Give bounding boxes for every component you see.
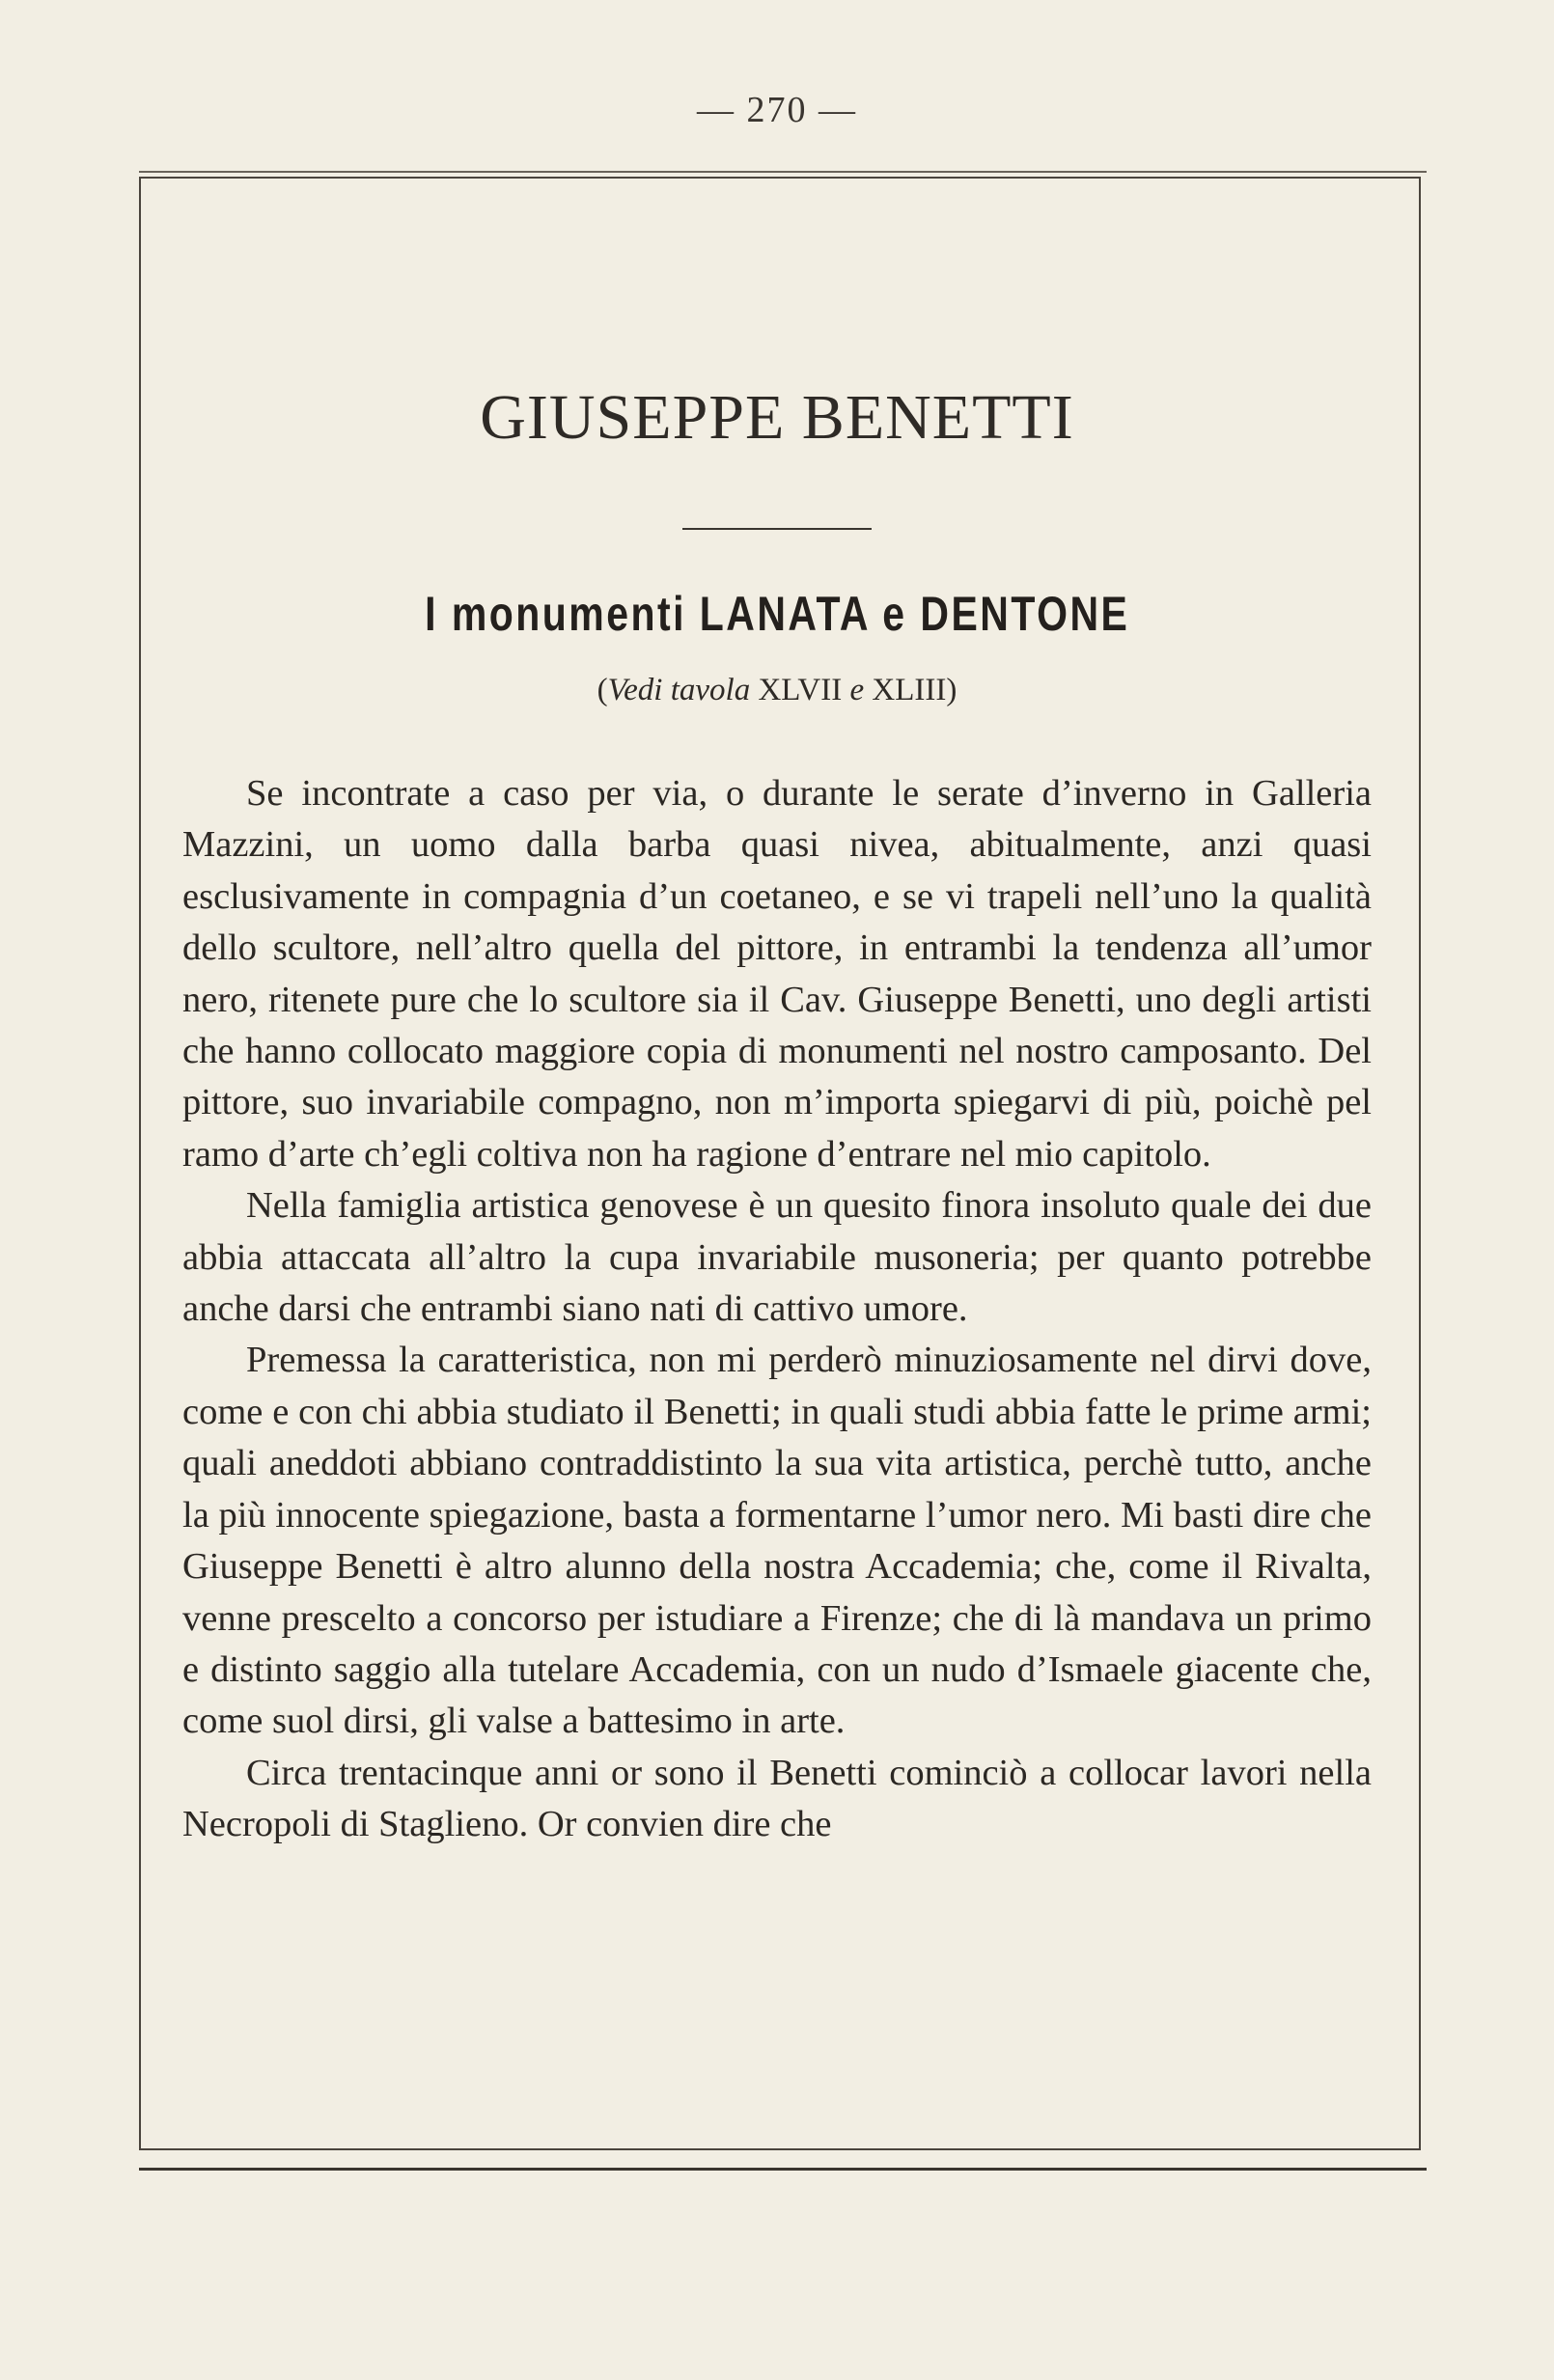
plate-reference-italic: Vedi tavola — [607, 673, 751, 707]
plate-reference-end: XLIII) — [864, 673, 957, 707]
paragraph: Se incontrate a caso per via, o durante le serate d’inverno in Galleria Mazzini, un uomo dalla barba quasi nivea, abitualmente, anzi quasi esclusivamente in compagnia d’un coetaneo, e se vi trapeli nell’uno la qualità dello scultore, nell’altro quella del pittore, in entrambi la tendenza all’umor nero, ritenete pure che lo scultore sia il Cav. Giuseppe Benetti, uno degli artisti che hanno collocato maggiore copia di monumenti nel nostro camposanto. Del pittore, suo invariabile compagno, non m’importa spiegarvi di più, poichè pel ramo d’arte ch’egli coltiva non ha ragione d’entrare nel mio capitolo. — [182, 773, 1372, 1175]
frame-top-rule — [139, 171, 1427, 173]
frame-bottom-rule — [139, 2168, 1427, 2171]
paragraph: Circa trentacinque anni or sono il Benetti cominciò a collocar lavori nella Necropoli di Staglieno. Or convien dire che — [182, 1752, 1372, 1845]
page-number: — 270 — — [697, 90, 857, 130]
author-heading: GIUSEPPE BENETTI — [480, 382, 1074, 453]
section-title — [0, 586, 1554, 642]
body-text — [182, 768, 1372, 1851]
paragraph: Premessa la caratteristica, non mi perderò minuziosamente nel dirvi dove, come e con chi abbia studiato il Benetti; in quali studi abbia fatte le prime armi; quali aneddoti abbiano contraddistinto la sua vita artistica, perchè tutto, anche la più innocente spiegazione, basta a formentarne l’umor nero. Mi basti dire che Giuseppe Benetti è altro alunno della nostra Accademia; che, come il Rivalta, venne prescelto a concorso per istudiare a Firenze; che di là mandava un primo e distinto saggio alla tutelare Accademia, con un nudo d’Ismaele giacente che, come suol dirsi, gli valse a battesimo in arte. — [182, 1340, 1372, 1742]
title-divider — [682, 528, 872, 530]
plate-reference-open: ( — [597, 673, 608, 707]
section-title-text: I monumenti LANATA e DENTONE — [424, 587, 1130, 641]
plate-reference-numbers: XLVII — [750, 673, 850, 707]
plate-reference — [0, 673, 1554, 708]
paragraph: Nella famiglia artistica genovese è un quesito finora insoluto quale dei due abbia attaccata all’altro la cupa invariabile musoneria; per quanto potrebbe anche darsi che entrambi siano nati di cattivo umore. — [182, 1185, 1372, 1330]
plate-reference-conjunction: e — [849, 673, 865, 707]
